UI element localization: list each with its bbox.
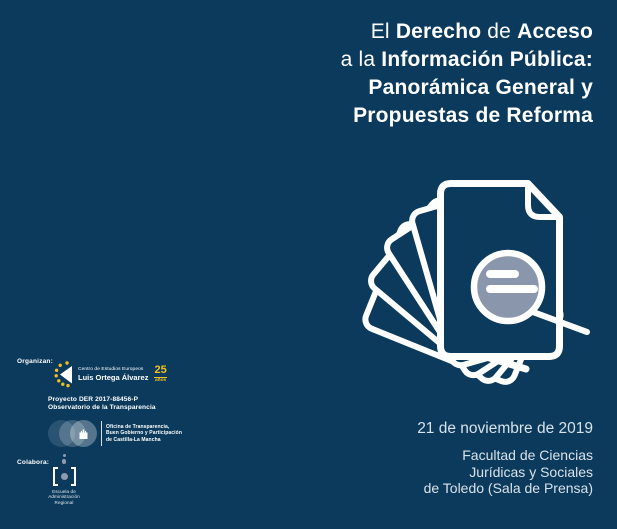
title-segment: Acceso xyxy=(517,20,593,43)
ear-line3: Regional xyxy=(54,499,74,505)
cee-logo xyxy=(48,360,167,388)
documents-search-icon xyxy=(330,158,617,410)
title-segment: El xyxy=(370,20,396,43)
title-segment: Información Pública: xyxy=(381,48,593,71)
cee-name-line1: Centro de Estudios Europeos xyxy=(78,366,144,372)
cee-name xyxy=(78,367,148,382)
bracket-left-icon xyxy=(53,467,58,486)
event-venue xyxy=(417,447,593,497)
cee-name-line2: Luis Ortega Álvarez xyxy=(78,372,149,382)
ear-logo xyxy=(44,454,84,505)
title-line-2 xyxy=(341,46,593,74)
organizers-label: Organizan: xyxy=(17,358,53,365)
dot-icon xyxy=(61,473,68,480)
anniversary-word: años xyxy=(154,377,167,383)
venue-line: de Toledo (Sala de Prensa) xyxy=(423,480,593,496)
brackets-dots-icon xyxy=(53,467,76,486)
ear-line1: Escuela de xyxy=(52,488,76,494)
title-line-1 xyxy=(341,18,593,46)
vertical-divider xyxy=(101,421,102,446)
oficina-line3: de Castilla-La Mancha xyxy=(106,436,161,443)
project-line2: Observatorio de la Transparencia xyxy=(48,404,156,411)
title-line-4: Propuestas de Reforma xyxy=(353,104,593,127)
anniversary-number: 25 xyxy=(154,363,167,376)
ear-text xyxy=(48,489,80,506)
dot-icon xyxy=(62,459,67,464)
title-segment: de xyxy=(481,20,518,43)
project-line1: Proyecto DER 2017-88456-P xyxy=(48,396,139,403)
bracket-right-icon xyxy=(71,467,76,486)
oficina-text xyxy=(106,424,182,443)
event-date: 21 de noviembre de 2019 xyxy=(417,420,593,437)
page-title xyxy=(341,18,593,130)
cee-anniversary xyxy=(154,365,166,384)
collaborator-label: Colabora: xyxy=(17,459,50,466)
ear-line2: Administración xyxy=(48,494,80,500)
circle-icon xyxy=(70,420,97,447)
venue-line: Jurídicas y Sociales xyxy=(469,463,593,480)
project-block xyxy=(48,396,156,412)
event-info xyxy=(417,420,593,497)
title-segment: a la xyxy=(340,48,382,71)
eu-stars-icon xyxy=(48,360,74,388)
venue-line: Facultad de Ciencias xyxy=(462,447,593,463)
oficina-line2: Buen Gobierno y Participación xyxy=(106,430,182,437)
oficina-line1: Oficina de Transparencia, xyxy=(106,423,170,430)
oficina-transparencia-logo xyxy=(48,420,182,447)
castle-icon xyxy=(79,428,88,439)
title-line-3: Panorámica General y xyxy=(368,76,593,99)
dot-icon xyxy=(63,454,66,457)
overlapping-circles-icon xyxy=(48,420,98,447)
title-segment: Derecho xyxy=(395,20,482,43)
